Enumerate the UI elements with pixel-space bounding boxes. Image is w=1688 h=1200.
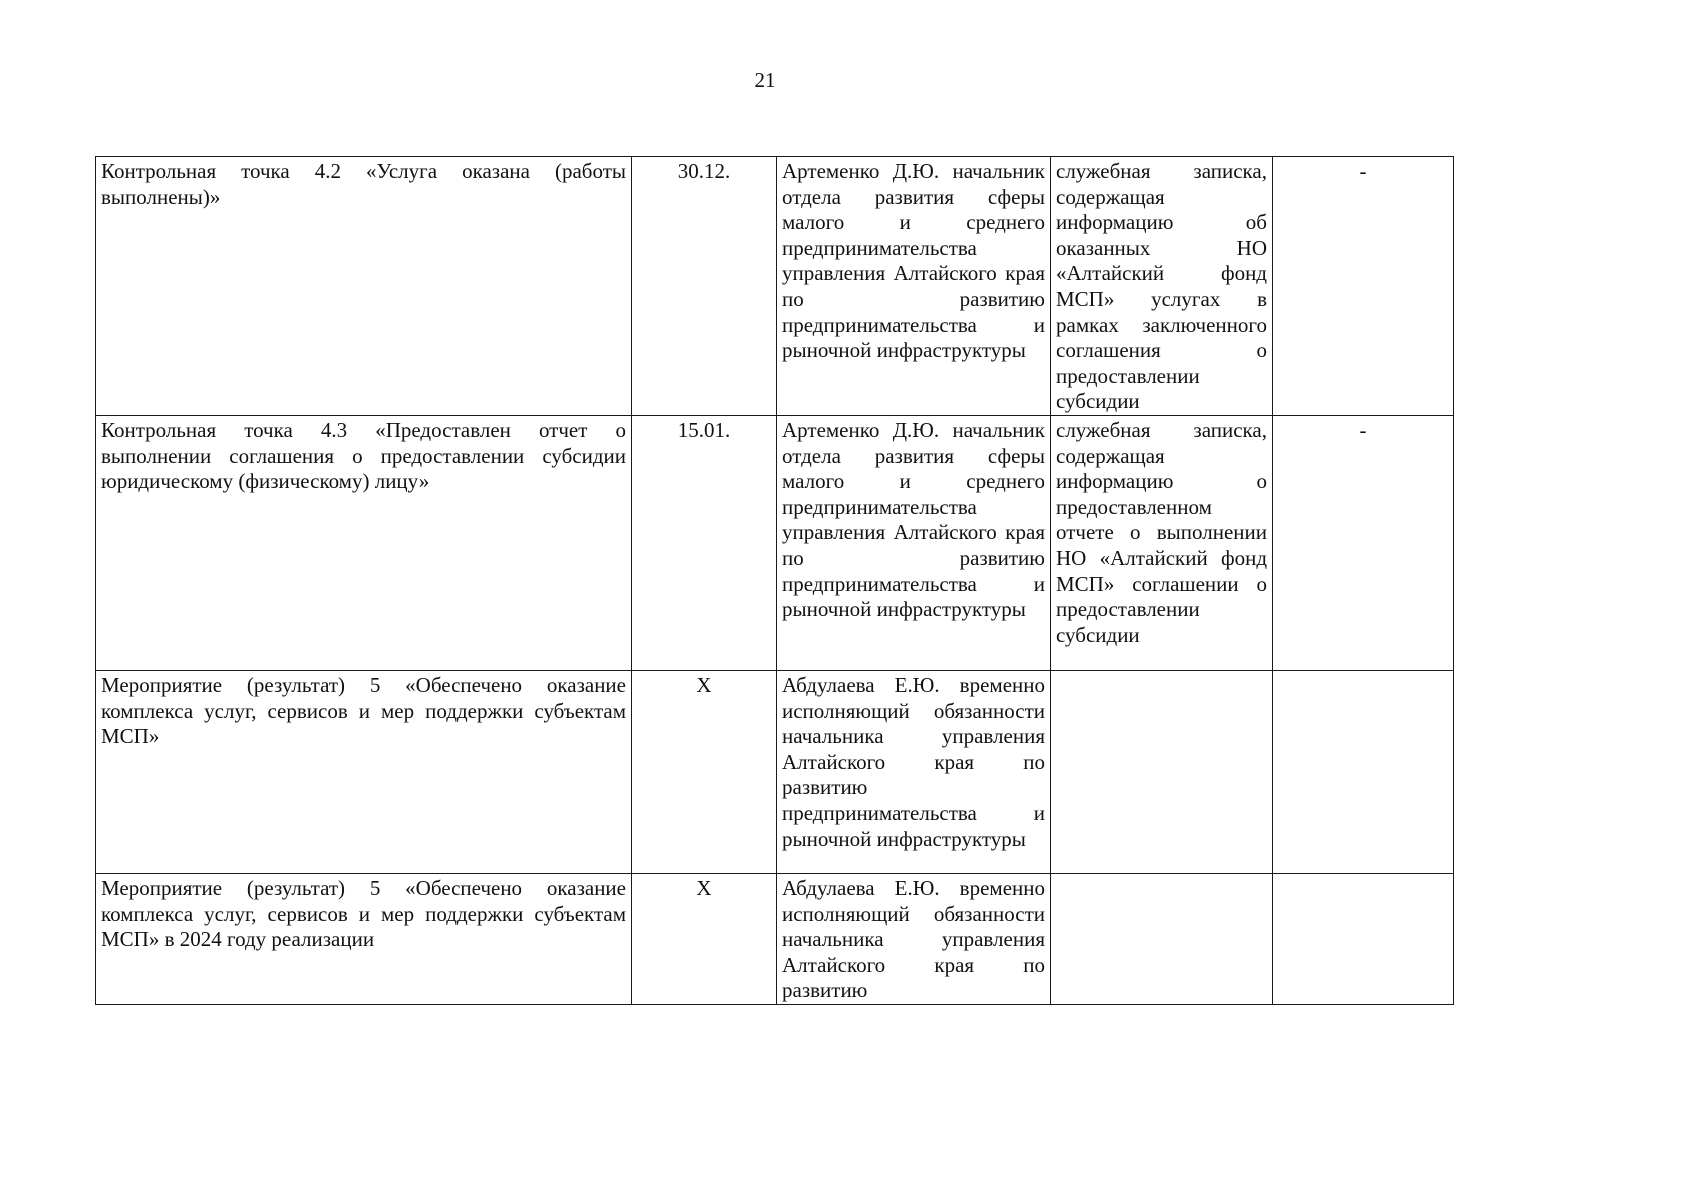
table-row: [96, 157, 1454, 416]
event-name-cell: [96, 157, 632, 416]
event-name-cell: [96, 873, 632, 1004]
deadline: Х: [696, 875, 712, 900]
document-cell: [1051, 873, 1273, 1004]
responsible-cell: [777, 415, 1051, 670]
note-cell: [1273, 670, 1454, 873]
event-name: Контрольная точка 4.2 «Услуга оказана (работы выполнены)»: [101, 159, 626, 209]
note: -: [1359, 159, 1367, 183]
deadline: 30.12.: [677, 159, 731, 183]
table-row: [96, 415, 1454, 670]
responsible-person: Абдулаева Е.Ю. временно исполняющий обязанности начальника управления Алтайского края по развитию: [782, 875, 1045, 1003]
note: -: [1359, 417, 1367, 442]
note-cell: [1273, 415, 1454, 670]
event-name-cell: [96, 415, 632, 670]
document-cell: [1051, 157, 1273, 416]
table-row: [96, 670, 1454, 873]
event-name: Мероприятие (результат) 5 «Обеспечено оказание комплекса услуг, сервисов и мер поддержки субъектам МСП» в 2024 году реализации: [101, 875, 626, 952]
event-name-cell: [96, 670, 632, 873]
note-cell: [1273, 873, 1454, 1004]
document-cell: [1051, 415, 1273, 670]
deadline-cell: [632, 157, 777, 416]
confirming-document: служебная записка, содержащая информацию об оказанных НО «Алтайский фонд МСП» услугах в рамках заключенного соглашения о предоставлении субсидии: [1056, 159, 1267, 414]
responsible-person: Артеменко Д.Ю. начальник отдела развития сферы малого и среднего предпринимательства управления Алтайского края по развитию предпринимательства и рыночной инфраструктуры: [782, 159, 1045, 363]
responsible-person: Артеменко Д.Ю. начальник отдела развития сферы малого и среднего предпринимательства управления Алтайского края по развитию предпринимательства и рыночной инфраструктуры: [782, 417, 1045, 622]
event-name: Мероприятие (результат) 5 «Обеспечено оказание комплекса услуг, сервисов и мер поддержки субъектам МСП»: [101, 672, 626, 749]
document-cell: [1051, 670, 1273, 873]
responsible-cell: [777, 157, 1051, 416]
confirming-document: служебная записка, содержащая информацию о предоставленном отчете о выполнении НО «Алтайский фонд МСП» соглашении о предоставлении субсидии: [1056, 417, 1267, 647]
deadline-cell: [632, 415, 777, 670]
responsible-cell: [777, 670, 1051, 873]
responsible-person: Абдулаева Е.Ю. временно исполняющий обязанности начальника управления Алтайского края по развитию предпринимательства и рыночной инфраструктуры: [782, 672, 1045, 851]
plan-table: [95, 156, 1454, 1005]
responsible-cell: [777, 873, 1051, 1004]
table-row: [96, 873, 1454, 1004]
deadline-cell: [632, 670, 777, 873]
note-cell: [1273, 157, 1454, 416]
event-name: Контрольная точка 4.3 «Предоставлен отчет о выполнении соглашения о предоставлении субсидии юридическому (физическому) лицу»: [101, 417, 626, 494]
deadline-cell: [632, 873, 777, 1004]
page-number: 21: [754, 68, 776, 92]
deadline: Х: [696, 672, 712, 697]
deadline: 15.01.: [677, 417, 731, 442]
